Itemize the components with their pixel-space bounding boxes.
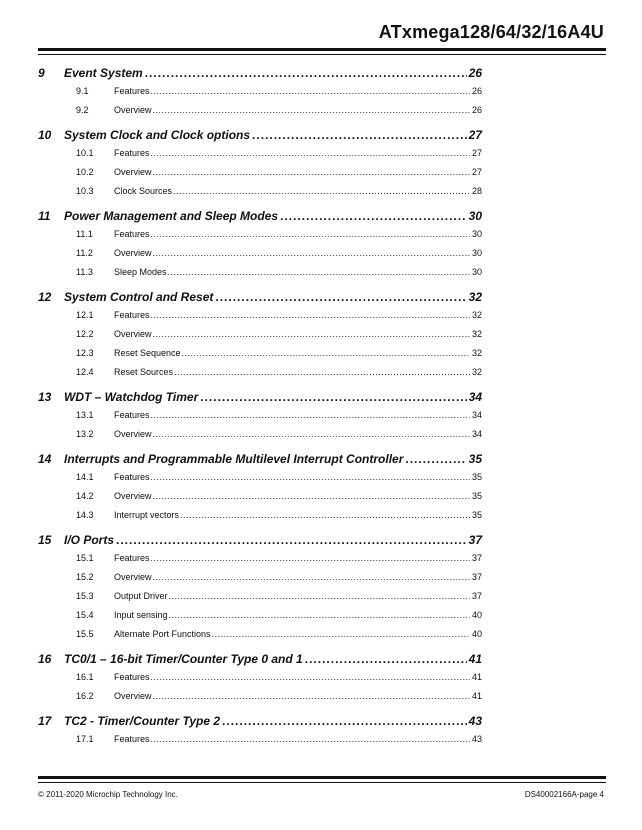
toc-section-page: 43: [468, 714, 482, 728]
toc-subsection-title: Reset Sources: [114, 367, 174, 377]
toc-leader-dots: [151, 734, 470, 744]
toc-subsection-title: Interrupt vectors: [114, 510, 180, 520]
toc-subsection-entry[interactable]: [38, 591, 482, 610]
toc-subsection-title: Overview: [114, 691, 152, 701]
toc-leader-dots: [153, 572, 470, 582]
toc-subsection-number: 14.3: [76, 510, 94, 520]
toc-subsection-entry[interactable]: [38, 610, 482, 629]
toc-subsection-page: 32: [471, 367, 482, 377]
toc-subsection-entry[interactable]: [38, 229, 482, 248]
toc-leader-dots: [145, 66, 467, 80]
toc-subsection-title: Overview: [114, 105, 152, 115]
toc-section-page: 27: [468, 128, 482, 142]
toc-leader-dots: [153, 329, 470, 339]
toc-subsection-number: 15.4: [76, 610, 94, 620]
toc-subsection-title: Input sensing: [114, 610, 168, 620]
footer-copyright: © 2011-2020 Microchip Technology Inc.: [38, 790, 178, 799]
toc-leader-dots: [169, 591, 470, 601]
toc-subsection-title: Overview: [114, 167, 152, 177]
toc-subsection-number: 16.1: [76, 672, 94, 682]
toc-leader-dots: [151, 148, 470, 158]
toc-leader-dots: [151, 472, 470, 482]
toc-leader-dots: [153, 105, 470, 115]
toc-section-number: 15: [38, 533, 52, 547]
toc-subsection-entry[interactable]: [38, 429, 482, 448]
toc-subsection-title: Overview: [114, 572, 152, 582]
toc-subsection-title: Output Driver: [114, 591, 168, 601]
toc-subsection-title: Features: [114, 410, 150, 420]
footer-doc-id: DS40002166A-page 4: [524, 790, 604, 799]
toc-section-entry[interactable]: [38, 209, 482, 229]
toc-subsection-page: 40: [471, 629, 482, 639]
toc-leader-dots: [151, 86, 470, 96]
toc-leader-dots: [151, 410, 470, 420]
toc-subsection-number: 12.4: [76, 367, 94, 377]
toc-subsection-entry[interactable]: [38, 167, 482, 186]
toc-section-number: 14: [38, 452, 52, 466]
toc-subsection-title: Clock Sources: [114, 186, 173, 196]
toc-leader-dots: [180, 510, 470, 520]
toc-section: [38, 652, 482, 714]
toc-section-title: WDT – Watchdog Timer: [64, 390, 199, 404]
toc-subsection-number: 9.2: [76, 105, 89, 115]
toc-section-title: Event System: [64, 66, 143, 80]
toc-subsection-entry[interactable]: [38, 86, 482, 105]
toc-section-entry[interactable]: [38, 290, 482, 310]
toc-leader-dots: [252, 128, 467, 142]
toc-subsection-title: Overview: [114, 329, 152, 339]
toc-section-number: 16: [38, 652, 52, 666]
toc-section-entry[interactable]: [38, 533, 482, 553]
toc-subsection-number: 15.2: [76, 572, 94, 582]
toc-leader-dots: [212, 629, 470, 639]
toc-section: [38, 290, 482, 390]
toc-subsection-number: 15.3: [76, 591, 94, 601]
toc-leader-dots: [153, 491, 470, 501]
toc-subsection-entry[interactable]: [38, 329, 482, 348]
toc-leader-dots: [168, 267, 470, 277]
toc-subsection-page: 32: [471, 329, 482, 339]
toc-subsection-title: Alternate Port Functions: [114, 629, 211, 639]
toc-leader-dots: [174, 367, 470, 377]
toc-subsection-title: Overview: [114, 491, 152, 501]
toc-subsection-entry[interactable]: [38, 553, 482, 572]
toc-section-entry[interactable]: [38, 452, 482, 472]
toc-subsection-page: 32: [471, 310, 482, 320]
toc-subsection-title: Sleep Modes: [114, 267, 167, 277]
toc-leader-dots: [405, 452, 466, 466]
toc-section: [38, 714, 482, 757]
toc-section: [38, 128, 482, 209]
toc-subsection-page: 28: [471, 186, 482, 196]
toc-leader-dots: [200, 390, 466, 404]
toc-subsection-page: 27: [471, 148, 482, 158]
toc-leader-dots: [116, 533, 467, 547]
toc-section-entry[interactable]: [38, 652, 482, 672]
toc-subsection-page: 27: [471, 167, 482, 177]
toc-subsection-number: 17.1: [76, 734, 94, 744]
toc-section-number: 17: [38, 714, 52, 728]
toc-subsection-title: Reset Sequence: [114, 348, 181, 358]
toc-leader-dots: [151, 310, 470, 320]
toc-subsection-number: 11.1: [76, 229, 93, 239]
toc-subsection-page: 41: [471, 691, 482, 701]
toc-subsection-entry[interactable]: [38, 629, 482, 648]
toc-subsection-number: 15.5: [76, 629, 94, 639]
toc-section-page: 26: [468, 66, 482, 80]
toc-subsection-number: 10.1: [76, 148, 94, 158]
toc-subsection-number: 11.2: [76, 248, 93, 258]
toc-subsection-page: 34: [471, 410, 482, 420]
toc-subsection-number: 12.3: [76, 348, 94, 358]
footer-rule-thin: [38, 782, 606, 783]
toc-leader-dots: [305, 652, 467, 666]
toc-subsection-number: 13.1: [76, 410, 94, 420]
toc-subsection-entry[interactable]: [38, 491, 482, 510]
toc-subsection-page: 35: [471, 510, 482, 520]
toc-section-page: 37: [468, 533, 482, 547]
toc-leader-dots: [151, 553, 470, 563]
toc-subsection-page: 30: [471, 267, 482, 277]
toc-subsection-number: 11.3: [76, 267, 93, 277]
toc-section-page: 30: [468, 209, 482, 223]
toc-section-entry[interactable]: [38, 714, 482, 734]
header-rule-thin: [38, 54, 606, 55]
toc-subsection-entry[interactable]: [38, 267, 482, 286]
toc-subsection-title: Overview: [114, 248, 152, 258]
toc-subsection-page: 37: [471, 591, 482, 601]
toc-section-page: 35: [468, 452, 482, 466]
toc-subsection-page: 34: [471, 429, 482, 439]
toc-leader-dots: [215, 290, 466, 304]
toc-subsection-entry[interactable]: [38, 734, 482, 753]
toc-subsection-number: 10.2: [76, 167, 94, 177]
page-title: ATxmega128/64/32/16A4U: [378, 22, 604, 42]
toc-subsection-title: Features: [114, 86, 150, 96]
toc-subsection-title: Features: [114, 672, 150, 682]
toc-section-title: Interrupts and Programmable Multilevel Interrupt Controller: [64, 452, 404, 466]
toc-subsection-entry[interactable]: [38, 691, 482, 710]
footer-rule: [38, 776, 606, 779]
toc-subsection-number: 16.2: [76, 691, 94, 701]
toc-subsection-page: 41: [471, 672, 482, 682]
toc-subsection-entry[interactable]: [38, 672, 482, 691]
toc-section-title: System Control and Reset: [64, 290, 214, 304]
toc-subsection-page: 35: [471, 472, 482, 482]
toc-section: [38, 390, 482, 452]
toc-subsection-page: 37: [471, 553, 482, 563]
toc-subsection-entry[interactable]: [38, 572, 482, 591]
toc-section-number: 11: [38, 209, 51, 223]
toc-subsection-entry[interactable]: [38, 472, 482, 491]
toc-subsection-title: Features: [114, 148, 150, 158]
toc-subsection-entry[interactable]: [38, 310, 482, 329]
toc-subsection-entry[interactable]: [38, 248, 482, 267]
toc-subsection-number: 13.2: [76, 429, 94, 439]
toc-subsection-page: 43: [471, 734, 482, 744]
header-rule: [38, 48, 606, 51]
toc-subsection-title: Features: [114, 229, 150, 239]
table-of-contents: [38, 66, 482, 757]
toc-subsection-number: 15.1: [76, 553, 94, 563]
toc-section-title: Power Management and Sleep Modes: [64, 209, 279, 223]
toc-subsection-page: 26: [471, 105, 482, 115]
toc-leader-dots: [153, 167, 470, 177]
toc-section-number: 10: [38, 128, 52, 142]
toc-subsection-entry[interactable]: [38, 348, 482, 367]
toc-section-number: 13: [38, 390, 52, 404]
toc-subsection-entry[interactable]: [38, 510, 482, 529]
toc-section-title: I/O Ports: [64, 533, 115, 547]
toc-subsection-page: 35: [471, 491, 482, 501]
toc-subsection-number: 14.1: [76, 472, 94, 482]
toc-subsection-entry[interactable]: [38, 148, 482, 167]
toc-subsection-page: 40: [471, 610, 482, 620]
toc-leader-dots: [153, 691, 470, 701]
toc-subsection-title: Overview: [114, 429, 152, 439]
toc-leader-dots: [151, 229, 470, 239]
toc-subsection-entry[interactable]: [38, 410, 482, 429]
toc-section-entry[interactable]: [38, 390, 482, 410]
toc-subsection-page: 32: [471, 348, 482, 358]
toc-section-number: 9: [38, 66, 45, 80]
toc-subsection-page: 30: [471, 229, 482, 239]
toc-subsection-entry[interactable]: [38, 186, 482, 205]
toc-section-number: 12: [38, 290, 52, 304]
toc-section: [38, 533, 482, 652]
toc-subsection-entry[interactable]: [38, 367, 482, 386]
toc-section: [38, 66, 482, 128]
toc-subsection-title: Features: [114, 734, 150, 744]
toc-section-page: 34: [468, 390, 482, 404]
section-spacer: [38, 753, 482, 757]
toc-section: [38, 452, 482, 533]
toc-subsection-number: 10.3: [76, 186, 94, 196]
toc-subsection-page: 30: [471, 248, 482, 258]
toc-leader-dots: [173, 186, 470, 196]
toc-leader-dots: [151, 672, 470, 682]
toc-subsection-title: Features: [114, 553, 150, 563]
toc-leader-dots: [153, 248, 470, 258]
toc-leader-dots: [153, 429, 470, 439]
toc-section-page: 41: [468, 652, 482, 666]
toc-leader-dots: [169, 610, 470, 620]
toc-subsection-title: Features: [114, 310, 150, 320]
toc-leader-dots: [280, 209, 467, 223]
toc-subsection-number: 12.2: [76, 329, 94, 339]
toc-subsection-number: 12.1: [76, 310, 94, 320]
toc-subsection-number: 14.2: [76, 491, 94, 501]
toc-section-title: System Clock and Clock options: [64, 128, 251, 142]
toc-section-title: TC2 - Timer/Counter Type 2: [64, 714, 221, 728]
toc-subsection-page: 37: [471, 572, 482, 582]
toc-section-title: TC0/1 – 16-bit Timer/Counter Type 0 and 1: [64, 652, 303, 666]
toc-section-entry[interactable]: [38, 128, 482, 148]
toc-leader-dots: [182, 348, 470, 358]
toc-subsection-number: 9.1: [76, 86, 89, 96]
toc-subsection-title: Features: [114, 472, 150, 482]
toc-subsection-page: 26: [471, 86, 482, 96]
toc-section: [38, 209, 482, 290]
toc-section-entry[interactable]: [38, 66, 482, 86]
toc-subsection-entry[interactable]: [38, 105, 482, 124]
toc-section-page: 32: [468, 290, 482, 304]
toc-leader-dots: [222, 714, 467, 728]
